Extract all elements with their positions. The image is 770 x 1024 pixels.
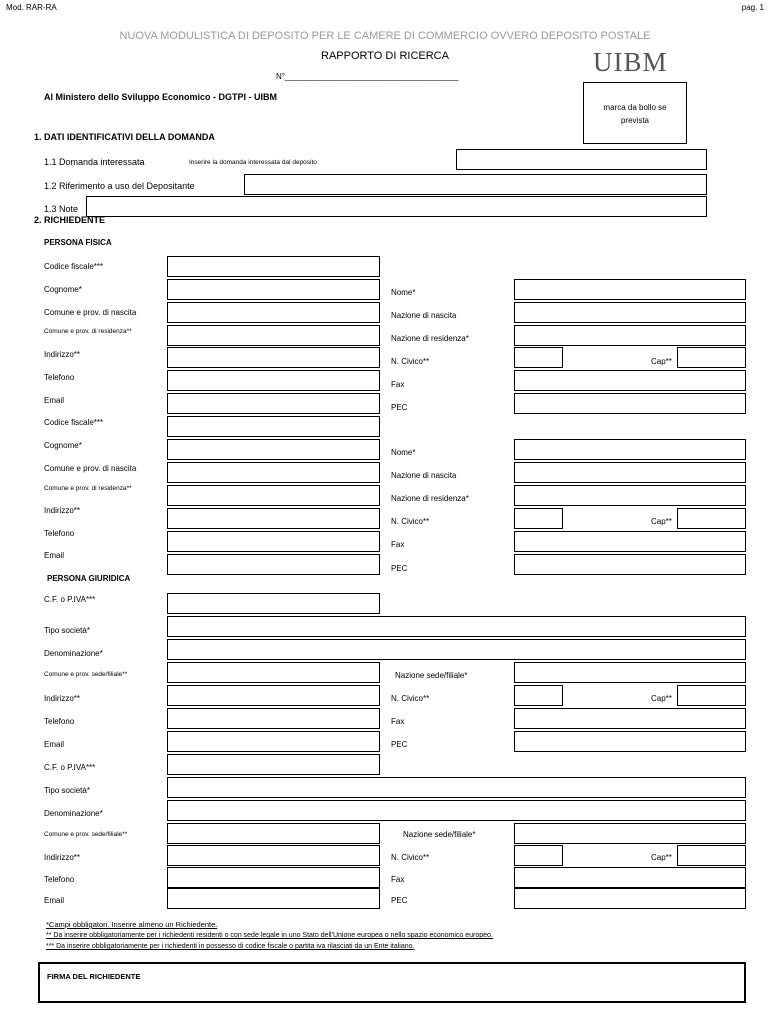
- uibm-logo: UIBM: [593, 47, 668, 77]
- codice-fiscale-input-1[interactable]: [167, 256, 380, 277]
- document-code: Mod. RAR-RA: [6, 3, 57, 12]
- label-telefono-2: Telefono: [44, 529, 75, 538]
- label-cf-piva-1: C.F. o P.IVA***: [44, 595, 96, 604]
- nazione-nascita-input-2[interactable]: [514, 462, 746, 483]
- label-nazione-sede-1: Nazione sede/filiale*: [395, 671, 468, 680]
- label-fax-g1: Fax: [391, 717, 405, 726]
- label-telefono-g1: Telefono: [44, 717, 75, 726]
- label-tipo-societa-2: Tipo società*: [44, 786, 90, 795]
- cognome-input-1[interactable]: [167, 279, 380, 300]
- indirizzo-input-1[interactable]: [167, 347, 380, 368]
- label-nazione-nascita-2: Nazione di nascita: [391, 471, 457, 480]
- field-label-domanda: 1.1 Domanda interessata: [44, 157, 145, 167]
- label-indirizzo-2: Indirizzo**: [44, 506, 81, 515]
- label-telefono-g2: Telefono: [44, 875, 75, 884]
- cf-piva-input-2[interactable]: [167, 754, 380, 775]
- label-pec-2: PEC: [391, 564, 408, 573]
- label-cap-2: Cap**: [651, 517, 672, 526]
- label-email-g1: Email: [44, 740, 65, 749]
- addressee: Al Ministero dello Sviluppo Economico - DGTPI - UIBM: [44, 92, 278, 102]
- label-denominazione-1: Denominazione*: [44, 649, 103, 658]
- nazione-sede-input-2[interactable]: [514, 823, 746, 844]
- label-comune-residenza-2: Comune e prov. di residenza**: [44, 485, 132, 492]
- telefono-giuridica-input-1[interactable]: [167, 708, 380, 729]
- form-banner: NUOVA MODULISTICA DI DEPOSITO PER LE CAMERE DI COMMERCIO OVVERO DEPOSITO POSTALE: [119, 30, 651, 42]
- label-indirizzo-g1: Indirizzo**: [44, 694, 81, 703]
- label-cf-piva-2: C.F. o P.IVA***: [44, 763, 96, 772]
- civico-input-2[interactable]: [514, 508, 563, 529]
- nazione-sede-input-1[interactable]: [514, 662, 746, 683]
- label-nazione-nascita-1: Nazione di nascita: [391, 311, 457, 320]
- page-number: pag. 1: [741, 3, 764, 12]
- fax-input-2[interactable]: [514, 531, 746, 552]
- email-giuridica-input-1[interactable]: [167, 731, 380, 752]
- label-nome-1: Nome*: [391, 288, 416, 297]
- pec-giuridica-input-1[interactable]: [514, 731, 746, 752]
- signature-box[interactable]: [38, 962, 746, 1003]
- comune-nascita-input-1[interactable]: [167, 302, 380, 323]
- persona-giuridica-title: PERSONA GIURIDICA: [47, 574, 131, 583]
- label-pec-g2: PEC: [391, 896, 408, 905]
- label-comune-sede-1: Comune e prov. sede/filiale**: [44, 671, 128, 678]
- cap-input-2[interactable]: [677, 508, 746, 529]
- label-civico-g2: N. Civico**: [391, 853, 430, 862]
- pec-input-2[interactable]: [514, 554, 746, 575]
- section1-title: 1. DATI IDENTIFICATIVI DELLA DOMANDA: [34, 132, 215, 142]
- signature-label: FIRMA DEL RICHIEDENTE: [47, 972, 141, 981]
- telefono-input-2[interactable]: [167, 531, 380, 552]
- label-fax-g2: Fax: [391, 875, 405, 884]
- label-cap-1: Cap**: [651, 357, 672, 366]
- tipo-societa-input-1[interactable]: [167, 616, 746, 637]
- denominazione-input-2[interactable]: [167, 800, 746, 821]
- civico-giuridica-input-1[interactable]: [514, 685, 563, 706]
- label-civico-2: N. Civico**: [391, 517, 430, 526]
- label-indirizzo-g2: Indirizzo**: [44, 853, 81, 862]
- riferimento-input[interactable]: [244, 174, 707, 195]
- telefono-giuridica-input-2[interactable]: [167, 867, 380, 888]
- label-email-1: Email: [44, 396, 65, 405]
- comune-sede-input-2[interactable]: [167, 823, 380, 844]
- tipo-societa-input-2[interactable]: [167, 777, 746, 798]
- field-hint-domanda: Inserire la domanda interessata dal deposito: [189, 159, 317, 166]
- stamp-box: [583, 82, 687, 144]
- note-required: *Campi obbligatori. Inserire almeno un Richiedente.: [46, 920, 218, 929]
- label-telefono-1: Telefono: [44, 373, 75, 382]
- label-nome-2: Nome*: [391, 448, 416, 457]
- label-nazione-residenza-2: Nazione di residenza*: [391, 494, 469, 503]
- label-pec-g1: PEC: [391, 740, 408, 749]
- nazione-residenza-input-1[interactable]: [514, 325, 746, 346]
- nome-input-1[interactable]: [514, 279, 746, 300]
- label-comune-nascita-2: Comune e prov. di nascita: [44, 464, 137, 473]
- cap-giuridica-input-1[interactable]: [677, 685, 746, 706]
- cf-piva-input-1[interactable]: [167, 593, 380, 614]
- label-email-g2: Email: [44, 896, 65, 905]
- fax-giuridica-input-1[interactable]: [514, 708, 746, 729]
- comune-residenza-input-2[interactable]: [167, 485, 380, 506]
- field-label-note: 1.3 Note: [44, 204, 79, 214]
- note-fiscal-code: *** Da inserire obbligatoriamente per i richiedenti in possesso di codice fiscale o partita iva rilasciati da un Ente italiano.: [46, 943, 415, 950]
- fax-giuridica-input-2[interactable]: [514, 867, 746, 888]
- indirizzo-giuridica-input-1[interactable]: [167, 685, 380, 706]
- label-codice-fiscale-2: Codice fiscale***: [44, 418, 104, 427]
- label-email-2: Email: [44, 551, 65, 560]
- stamp-note: marca da bollo se prevista: [603, 103, 667, 125]
- domanda-input[interactable]: [456, 149, 707, 170]
- protocol-number-line: N°_______________________________________: [276, 72, 459, 81]
- cap-giuridica-input-2[interactable]: [677, 845, 746, 866]
- email-input-2[interactable]: [167, 554, 380, 575]
- pec-giuridica-input-2[interactable]: [514, 888, 746, 909]
- label-cap-g1: Cap**: [651, 694, 672, 703]
- email-input-1[interactable]: [167, 393, 380, 414]
- denominazione-input-1[interactable]: [167, 639, 746, 660]
- label-pec-1: PEC: [391, 403, 408, 412]
- civico-giuridica-input-2[interactable]: [514, 845, 563, 866]
- civico-input-1[interactable]: [514, 347, 563, 368]
- comune-residenza-input-1[interactable]: [167, 325, 380, 346]
- section2-title: 2. RICHIEDENTE: [34, 215, 106, 225]
- label-nazione-residenza-1: Nazione di residenza*: [391, 334, 469, 343]
- codice-fiscale-input-2[interactable]: [167, 416, 380, 437]
- fax-input-1[interactable]: [514, 370, 746, 391]
- label-fax-1: Fax: [391, 380, 405, 389]
- telefono-input-1[interactable]: [167, 370, 380, 391]
- field-label-riferimento: 1.2 Riferimento a uso del Depositante: [44, 181, 195, 191]
- label-nazione-sede-2: Nazione sede/filiale*: [403, 830, 476, 839]
- label-codice-fiscale-1: Codice fiscale***: [44, 262, 104, 271]
- note-input[interactable]: [86, 196, 707, 217]
- form-title: RAPPORTO DI RICERCA: [321, 50, 449, 62]
- label-civico-1: N. Civico**: [391, 357, 430, 366]
- cognome-input-2[interactable]: [167, 439, 380, 460]
- comune-nascita-input-2[interactable]: [167, 462, 380, 483]
- comune-sede-input-1[interactable]: [167, 662, 380, 683]
- nome-input-2[interactable]: [514, 439, 746, 460]
- label-comune-sede-2: Comune e prov. sede/filiale**: [44, 831, 128, 838]
- nazione-residenza-input-2[interactable]: [514, 485, 746, 506]
- cap-input-1[interactable]: [677, 347, 746, 368]
- persona-fisica-title: PERSONA FISICA: [44, 238, 112, 247]
- label-tipo-societa-1: Tipo società*: [44, 626, 90, 635]
- label-denominazione-2: Denominazione*: [44, 809, 103, 818]
- label-cognome-2: Cognome*: [44, 441, 82, 450]
- label-cap-g2: Cap**: [651, 853, 672, 862]
- label-comune-residenza-1: Comune e prov. di residenza**: [44, 328, 132, 335]
- indirizzo-input-2[interactable]: [167, 508, 380, 529]
- label-cognome-1: Cognome*: [44, 285, 82, 294]
- label-comune-nascita-1: Comune e prov. di nascita: [44, 308, 137, 317]
- label-civico-g1: N. Civico**: [391, 694, 430, 703]
- email-giuridica-input-2[interactable]: [167, 888, 380, 909]
- label-fax-2: Fax: [391, 540, 405, 549]
- label-indirizzo-1: Indirizzo**: [44, 350, 81, 359]
- indirizzo-giuridica-input-2[interactable]: [167, 845, 380, 866]
- pec-input-1[interactable]: [514, 393, 746, 414]
- nazione-nascita-input-1[interactable]: [514, 302, 746, 323]
- note-residents: ** Da inserire obbligatoriamente per i richiedenti residenti o con sede legale in uno Stato dell'Unione europea o nello spazio economico europeo.: [46, 932, 493, 939]
